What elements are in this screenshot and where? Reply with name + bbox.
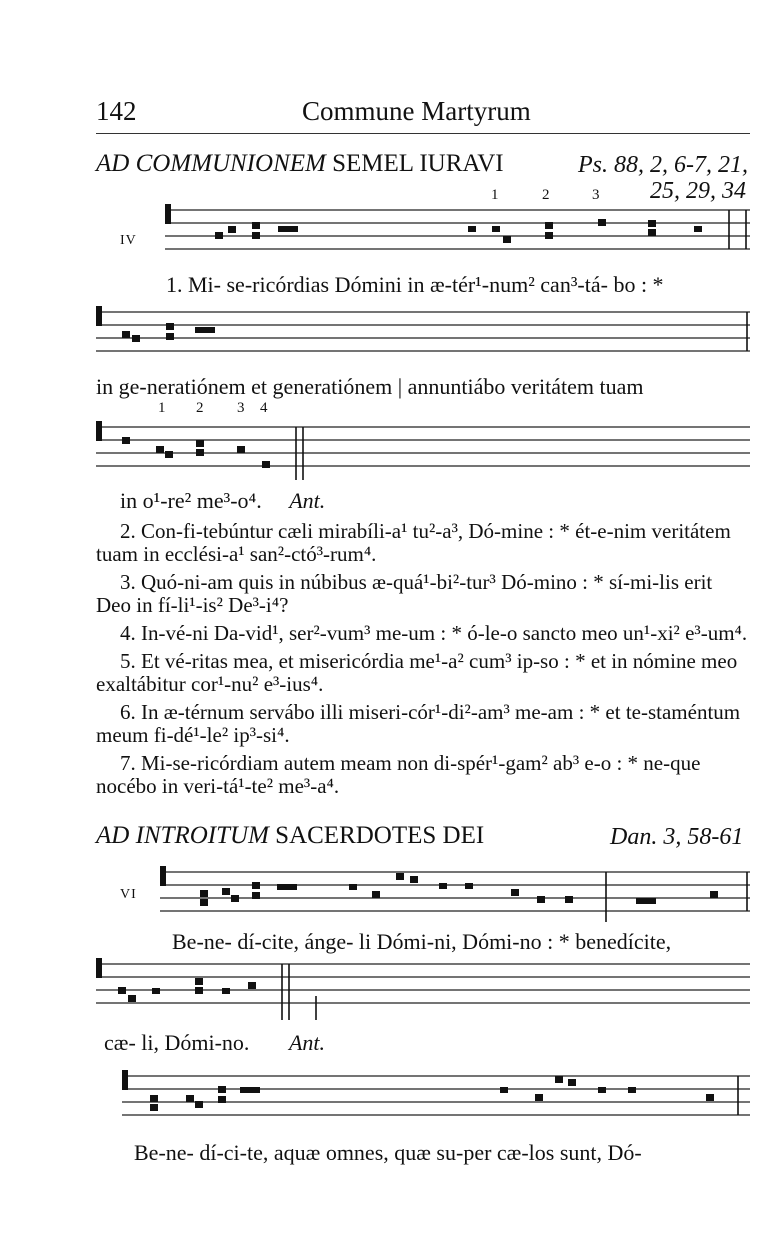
staff-2	[96, 312, 750, 351]
introit-mode-label: VI	[120, 887, 137, 902]
introit-lyric-3: Be-ne- dí-ci-te, aquæ omnes, quæ su-per cæ-los sunt, Dó-	[134, 1140, 642, 1165]
staff-4	[160, 872, 750, 911]
staff-3	[96, 427, 750, 466]
verses-block	[96, 520, 750, 803]
neumes-4	[160, 866, 747, 922]
verse-2: 2. Con-fi-tebúntur cæli mirabíli-a¹ tu²-a³, Dó-mine : * ét-e-nim veritátem tuam in ecclési-a¹ san²-ctó³-rum⁴.	[96, 519, 731, 566]
neumes-5	[96, 958, 316, 1020]
neumes-2	[96, 306, 747, 351]
communion-reference-2: 25, 29, 34	[650, 178, 746, 204]
introit-reference: Dan. 3, 58-61	[610, 824, 744, 850]
introit-label: AD INTROITUM	[96, 822, 269, 849]
communion-incipit: SEMEL IURAVI	[332, 150, 504, 177]
verse-4: 4. In-vé-ni Da-vid¹, ser²-vum³ me-um : * ó-le-o sancto meo un¹-xi² e³-um⁴.	[120, 621, 748, 645]
mode-label: IV	[120, 233, 137, 248]
verse-5: 5. Et vé-ritas mea, et misericórdia me¹-a² cum³ ip-so : * et in nómine meo exaltábitur cor¹-nu² e³-ius⁴.	[96, 649, 738, 696]
communion-lyric-1: 1. Mi- se-ricórdias Dómini in æ-tér¹-num² can³-tá- bo : *	[166, 272, 664, 297]
neumes-3	[96, 421, 303, 480]
verse-7: 7. Mi-se-ricórdiam autem meam non di-spér¹-gam² ab³ e-o : * ne-que nocébo in veri-tá¹-te² me³-a⁴.	[96, 751, 701, 798]
neumes-6	[122, 1070, 738, 1115]
communion-label: AD COMMUNIONEM	[96, 150, 326, 177]
communion-reference-1: Ps. 88, 2, 6-7, 21,	[578, 152, 748, 178]
introit-lyric-1: Be-ne- dí-cite, ánge- li Dómi-ni, Dómi-no : * benedícite,	[172, 929, 672, 954]
page-number: 142	[96, 96, 137, 126]
page-title: Commune Martyrum	[302, 96, 531, 126]
staff-5	[96, 964, 750, 1003]
verse-3: 3. Quó-ni-am quis in núbibus æ-quá¹-bi²-tur³ Dó-mino : * sí-mi-lis erit Deo in fí-li¹-is² De³-i⁴?	[96, 570, 713, 617]
introit-incipit: SACERDOTES DEI	[275, 822, 485, 849]
staff-6	[122, 1076, 750, 1115]
neumes-1	[165, 204, 746, 249]
introit-lyric-2: cæ- li, Dómi-no. Ant.	[104, 1030, 325, 1055]
staff-1	[165, 210, 750, 249]
communion-lyric-3: in o¹-re² me³-o⁴. Ant.	[120, 488, 326, 513]
introit-heading	[96, 822, 484, 850]
verse-6: 6. In æ-térnum servábo illi miseri-cór¹-di²-am³ me-am : * et te-staméntum meum fi-dé¹-le² ip³-si⁴.	[96, 700, 741, 747]
communion-lyric-2: in ge-neratiónem et generatiónem | annuntiábo veritátem tuam	[96, 374, 644, 399]
